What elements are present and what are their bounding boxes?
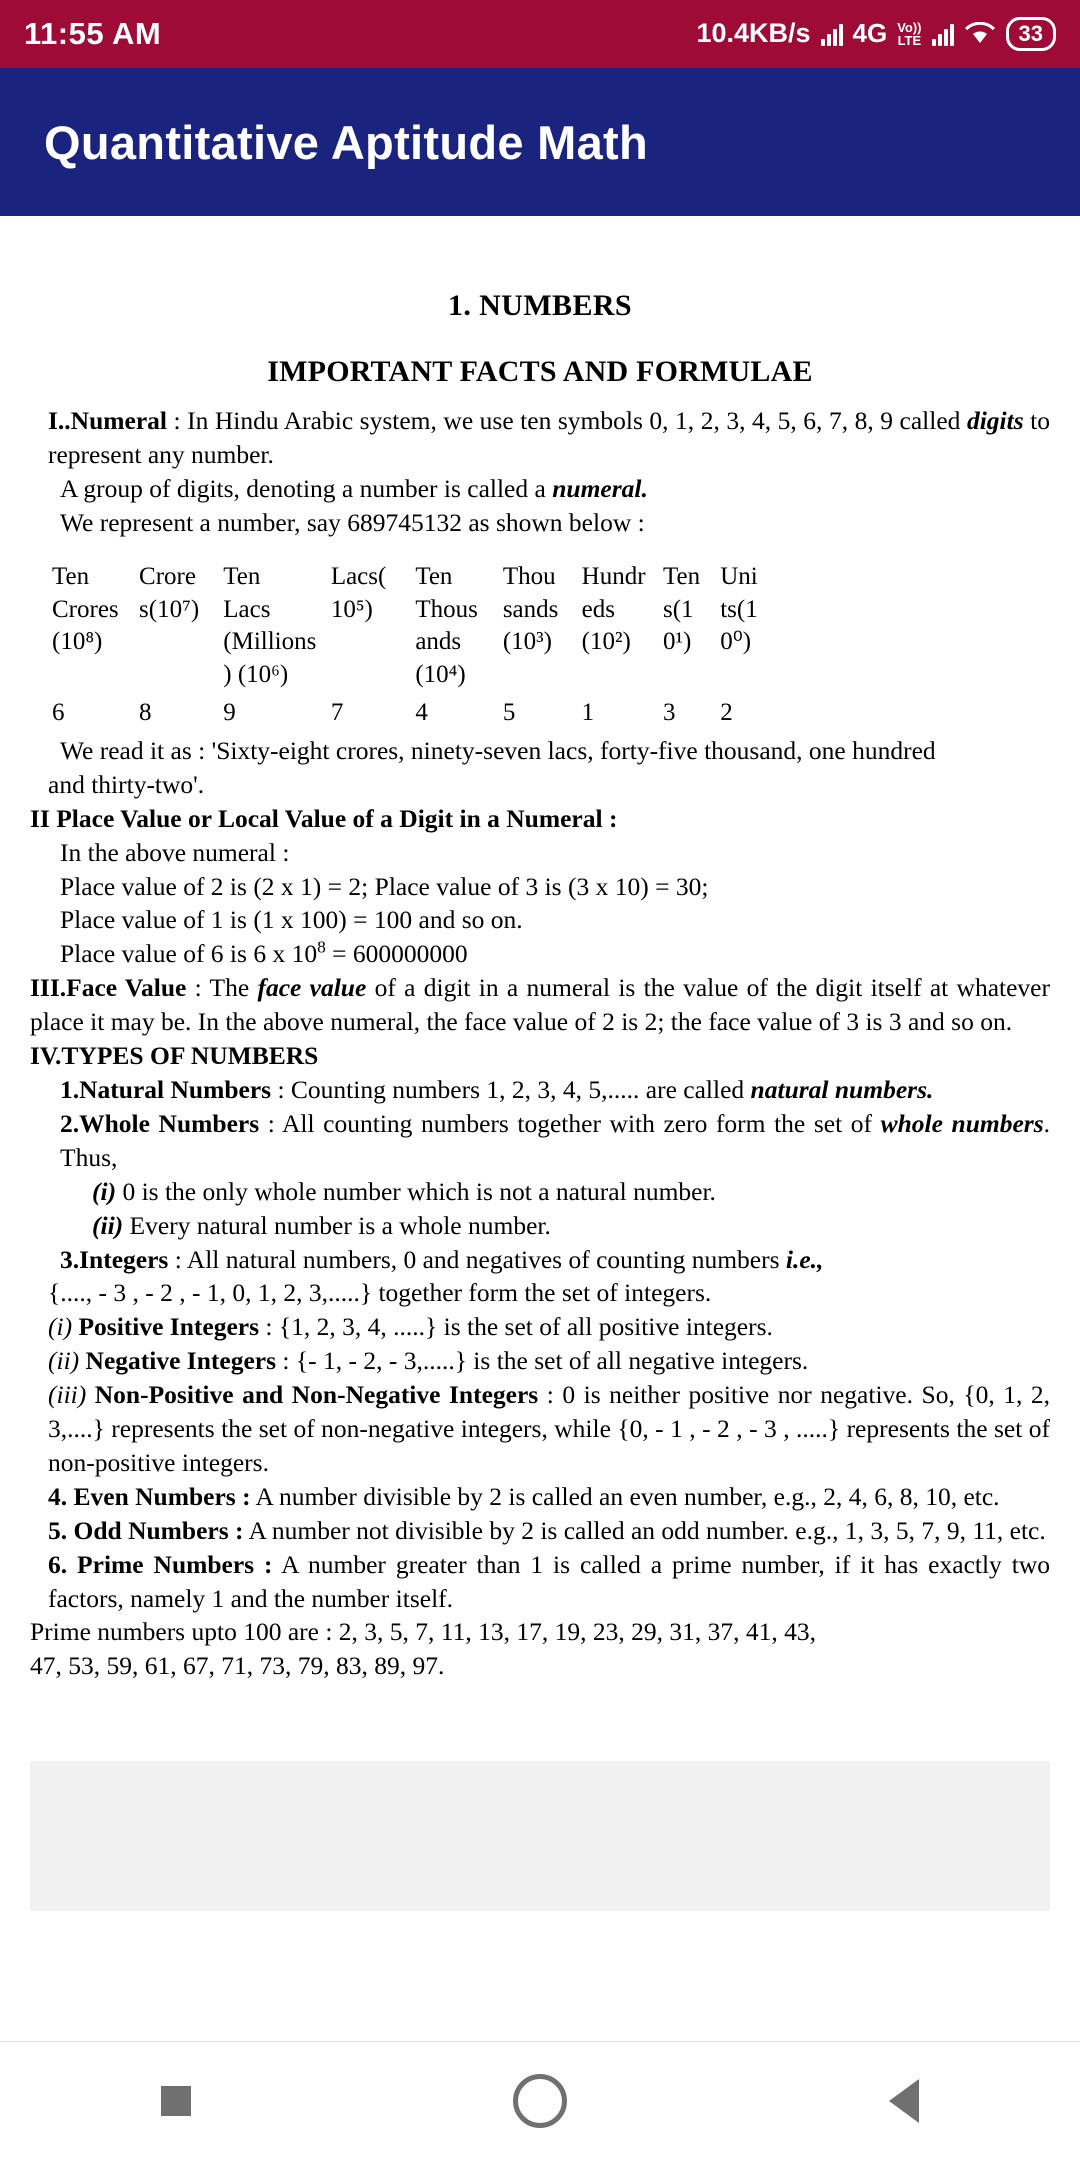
pv-digit: 5 — [502, 699, 516, 727]
item1-number: 1. — [60, 1074, 80, 1104]
item3-sub2-marker: (ii) — [48, 1346, 80, 1376]
page-bottom-spacer — [30, 1683, 1050, 1761]
pv-cell: Ten — [662, 563, 701, 591]
page-title: Quantitative Aptitude Math — [44, 115, 648, 169]
pv-cell — [331, 626, 416, 659]
pv-cell: (10³) — [502, 628, 552, 656]
item6-heading: 6. Prime Numbers : — [48, 1549, 273, 1579]
item1-em: natural numbers. — [750, 1074, 934, 1104]
item-integers — [30, 1243, 1050, 1277]
table-row — [52, 626, 772, 659]
item4-text: A number divisible by 2 is called an even number, e.g., 2, 4, 6, 8, 10, etc. — [250, 1481, 1000, 1511]
pv-cell: Lacs — [223, 595, 271, 623]
item-whole-numbers — [30, 1107, 1050, 1175]
item3-number: 3. — [60, 1244, 80, 1274]
pv-cell: (10⁴) — [415, 660, 466, 688]
item3-sub3-text: : 0 is neither positive nor negative. So, {0, 1, 2, 3,....} represents the set of non-negative integers, while {0, - 1 , - 2 , - 3 , .....} represents the set of non-positive integers. — [48, 1380, 1050, 1477]
item2-em: whole numbers — [880, 1108, 1044, 1138]
item5-text: A number not divisible by 2 is called an odd number. e.g., 1, 3, 5, 7, 9, 11, etc. — [243, 1515, 1046, 1545]
network-type-label: 4G — [852, 18, 888, 49]
item2-sub1-text: 0 is the only whole number which is not a natural number. — [116, 1176, 716, 1206]
item3-sub-3 — [30, 1378, 1050, 1480]
place-value-line-4 — [30, 937, 1050, 971]
item1-text: : Counting numbers 1, 2, 3, 4, 5,..... are called — [271, 1074, 751, 1104]
pv-cell — [139, 659, 223, 692]
face-text-b: of a digit in a numeral is the value of the digit itself at whatever place it may be. In the above numeral, the face value of 2 is 2; the face value of 3 is 3 and so on. — [30, 973, 1050, 1037]
paragraph-numeral — [30, 404, 1050, 472]
primes-line-2: 47, 53, 59, 61, 67, 71, 73, 79, 83, 89, 97. — [30, 1651, 445, 1681]
next-page-top — [30, 1911, 1050, 2011]
place-value-table — [52, 561, 772, 730]
digits-word: digits — [966, 405, 1024, 435]
pv-cell: ands — [415, 628, 462, 656]
pv-digit: 1 — [581, 699, 595, 727]
group-line-a-em: numeral. — [552, 473, 648, 503]
system-navigation-bar — [0, 2041, 1080, 2160]
wifi-icon — [964, 22, 996, 46]
item3-text: : All natural numbers, 0 and negatives of counting numbers — [168, 1244, 786, 1274]
pv-digit: 6 — [52, 699, 65, 727]
pv-cell: Ten — [52, 563, 90, 591]
item3-sub1-heading: Positive Integers — [72, 1312, 260, 1342]
item-prime-numbers — [30, 1548, 1050, 1616]
pv-digit: 8 — [139, 699, 152, 727]
page-separator-band — [30, 1761, 1050, 1911]
face-value-em: face value — [257, 973, 367, 1003]
item1-heading: Natural Numbers — [79, 1074, 272, 1104]
item3-em: i.e., — [785, 1244, 824, 1274]
item2-sub2-marker: (ii) — [92, 1210, 124, 1240]
item3-sub1-marker: (i) — [48, 1312, 73, 1342]
pv-cell: ) (10⁶) — [223, 660, 289, 688]
section-heading-types: IV.TYPES OF NUMBERS — [30, 1041, 319, 1071]
table-row-digits — [52, 691, 772, 730]
pv-cell: Hundr — [581, 563, 646, 591]
item2-heading: Whole Numbers — [79, 1108, 260, 1138]
pv-cell: ts(1 — [720, 595, 758, 623]
paragraph-represent: We represent a number, say 689745132 as shown below : — [60, 507, 645, 537]
status-clock: 11:55 AM — [24, 16, 162, 51]
place-value-line-3: Place value of 1 is (1 x 100) = 100 and so on. — [60, 905, 523, 935]
group-line-a: A group of digits, denoting a number is called a — [60, 473, 553, 503]
item2-sub-1 — [30, 1175, 1050, 1209]
paragraph-face-value — [30, 971, 1050, 1039]
pv-cell: Crore — [139, 563, 196, 591]
pv-cell — [503, 659, 582, 692]
pv-digit: 7 — [330, 699, 344, 727]
pv-cell: Lacs( — [330, 563, 387, 591]
volte-top-label: Vo)) — [897, 19, 922, 35]
pv-cell — [331, 659, 416, 692]
label-face-value: III.Face Value — [30, 973, 187, 1003]
pv-cell: 0⁰) — [720, 628, 752, 656]
face-text-a: : The — [186, 973, 258, 1003]
status-bar — [0, 0, 1080, 68]
status-indicators — [696, 17, 1056, 51]
chapter-title: 1. NUMBERS — [447, 289, 632, 322]
place-value-line-4-b: = 600000000 — [325, 939, 468, 969]
pv-cell — [582, 659, 663, 692]
pv-cell: Uni — [720, 563, 758, 591]
item3-sub2-text: : {- 1, - 2, - 3,.....} is the set of all negative integers. — [276, 1346, 809, 1376]
item2-sub1-marker: (i) — [92, 1176, 117, 1206]
item3-text-2: {...., - 3 , - 2 , - 1, 0, 1, 2, 3,.....} together form the set of integers. — [48, 1278, 712, 1308]
item2-sub2-text: Every natural number is a whole number. — [123, 1210, 551, 1240]
pv-cell: Thou — [502, 563, 556, 591]
numeral-text-2: to represent any number. — [48, 405, 1050, 469]
primes-line-1: Prime numbers upto 100 are : 2, 3, 5, 7, 11, 13, 17, 19, 23, 29, 31, 37, 41, 43, — [30, 1617, 816, 1647]
pv-digit: 2 — [720, 699, 733, 727]
item2-sub-2 — [30, 1209, 1050, 1243]
pv-digit: 9 — [223, 699, 236, 727]
item2-number: 2. — [60, 1108, 80, 1138]
pv-digit: 4 — [415, 699, 428, 727]
item4-heading: 4. Even Numbers : — [48, 1481, 251, 1511]
read-line-2: and thirty-two'. — [48, 769, 205, 799]
pv-cell: (Millions — [223, 628, 317, 656]
item-natural-numbers — [30, 1073, 1050, 1107]
section-heading-place-value: II Place Value or Local Value of a Digit in a Numeral : — [30, 803, 618, 833]
item3-sub1-text: : {1, 2, 3, 4, .....} is the set of all positive integers. — [259, 1312, 773, 1342]
paragraph-group — [30, 472, 1050, 506]
battery-indicator: 33 — [1006, 17, 1056, 51]
item2-text-2: . Thus, — [60, 1108, 1050, 1172]
table-row — [52, 594, 772, 627]
pv-cell: (10⁸) — [52, 628, 103, 656]
item6-text: A number greater than 1 is called a prime number, if it has exactly two factors, namely 1 and the number itself. — [48, 1549, 1050, 1613]
pv-cell: 10⁵) — [330, 595, 373, 623]
volte-icon — [897, 21, 921, 47]
place-value-line-2: Place value of 2 is (2 x 1) = 2; Place value of 3 is (3 x 10) = 30; — [60, 871, 709, 901]
item3-sub-1 — [30, 1310, 1050, 1344]
place-value-line-4-a: Place value of 6 is 6 x 10 — [60, 939, 318, 969]
item3-heading: Integers — [79, 1244, 169, 1274]
item3-sub-2 — [30, 1344, 1050, 1378]
signal-strength-icon — [821, 22, 843, 46]
pv-cell: Thous — [415, 595, 478, 623]
place-value-table-wrap — [30, 561, 1050, 730]
item3-sub2-heading: Negative Integers — [79, 1346, 277, 1376]
pv-cell — [139, 626, 223, 659]
pv-cell: (10²) — [581, 628, 631, 656]
item3-sub3-marker: (iii) — [48, 1380, 87, 1410]
pv-cell — [663, 659, 720, 692]
read-line-1: We read it as : 'Sixty-eight crores, ninety-seven lacs, forty-five thousand, one hundred — [60, 735, 936, 765]
pv-cell: s(1 — [662, 595, 694, 623]
pv-cell: Crores — [52, 595, 119, 623]
signal-strength-icon-2 — [932, 22, 954, 46]
network-speed-label: 10.4KB/s — [696, 18, 811, 49]
table-row — [52, 659, 772, 692]
pv-cell — [52, 659, 139, 692]
item-odd-numbers — [30, 1514, 1050, 1548]
volte-bottom-label: LTE — [897, 32, 922, 48]
pv-cell: sands — [502, 595, 559, 623]
numeral-text: : In Hindu Arabic system, we use ten symbols 0, 1, 2, 3, 4, 5, 6, 7, 8, 9 called — [166, 405, 967, 435]
item-even-numbers — [30, 1480, 1050, 1514]
app-bar — [0, 68, 1080, 216]
home-circle-icon[interactable] — [513, 2074, 567, 2128]
pv-cell: 0¹) — [662, 628, 692, 656]
pv-digit: 3 — [662, 699, 676, 727]
pv-cell: eds — [581, 595, 615, 623]
document-page — [0, 216, 1080, 2011]
pv-cell: Ten — [415, 563, 453, 591]
back-triangle-icon[interactable] — [889, 2079, 919, 2123]
pv-cell — [720, 659, 772, 692]
document-viewer[interactable] — [0, 216, 1080, 2041]
label-numeral: I..Numeral — [48, 405, 167, 435]
section-heading-facts: IMPORTANT FACTS AND FORMULAE — [267, 354, 813, 388]
pv-cell: Ten — [223, 563, 261, 591]
table-row — [52, 561, 772, 594]
item3-sub3-heading: Non-Positive and Non-Negative Integers — [86, 1380, 539, 1410]
recents-square-icon[interactable] — [161, 2086, 191, 2116]
pv-cell: s(10⁷) — [139, 595, 200, 623]
item5-heading: 5. Odd Numbers : — [48, 1515, 244, 1545]
place-value-line-1: In the above numeral : — [60, 837, 290, 867]
item2-text: : All counting numbers together with zero form the set of — [259, 1108, 881, 1138]
place-value-exponent: 8 — [317, 937, 326, 957]
